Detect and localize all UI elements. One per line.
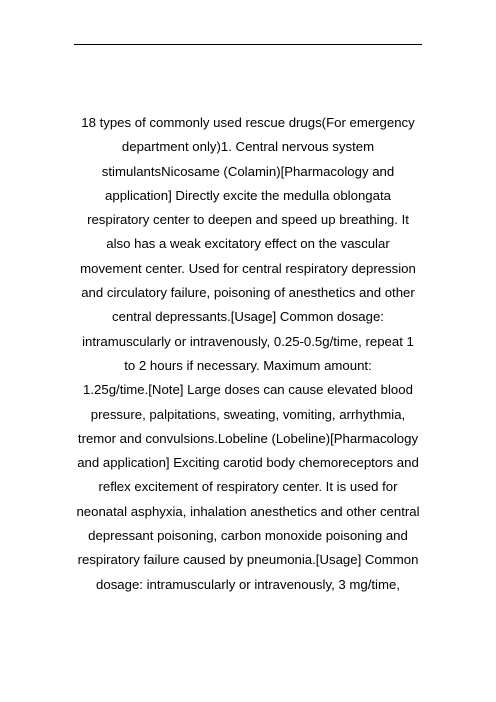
header-rule <box>74 44 422 45</box>
text-line: also has a weak excitatory effect on the vascular <box>106 236 390 252</box>
text-line: and application] Exciting carotid body chemoreceptors and <box>77 455 419 471</box>
text-line: reflex excitement of respiratory center. It is used for <box>98 479 398 495</box>
text-line: tremor and convulsions.Lobeline (Lobeline)[Pharmacology <box>77 430 419 446</box>
text-line: depressant poisoning, carbon monoxide poisoning and <box>88 528 408 544</box>
text-line: to 2 hours if necessary. Maximum amount: <box>124 357 372 373</box>
text-line: intramuscularly or intravenously, 0.25-0.5g/time, repeat 1 <box>82 333 414 349</box>
text-line: central depressants.[Usage] Common dosage: <box>112 309 384 325</box>
text-line: department only)1. Central nervous system <box>121 139 375 155</box>
text-line: respiratory failure caused by pneumonia.[Usage] Common <box>77 552 419 568</box>
text-line: pressure, palpitations, sweating, vomiting, arrhythmia, <box>90 406 406 422</box>
text-line: 18 types of commonly used rescue drugs(For emergency <box>81 115 415 130</box>
text-line: respiratory center to deepen and speed up breathing. It <box>87 212 409 228</box>
text-line: application] Directly excite the medulla oblongata <box>105 187 391 203</box>
text-line: stimulantsNicosame (Colamin)[Pharmacology and <box>101 163 395 179</box>
body-paragraph <box>74 111 422 597</box>
text-line: 1.25g/time.[Note] Large doses can cause elevated blood <box>83 382 413 398</box>
text-line: and circulatory failure, poisoning of anesthetics and other <box>81 285 415 301</box>
text-line: movement center. Used for central respiratory depression <box>80 260 416 276</box>
text-line: dosage: intramuscularly or intravenously, 3 mg/time, <box>96 576 400 592</box>
text-line: neonatal asphyxia, inhalation anesthetics and other central <box>76 503 420 519</box>
